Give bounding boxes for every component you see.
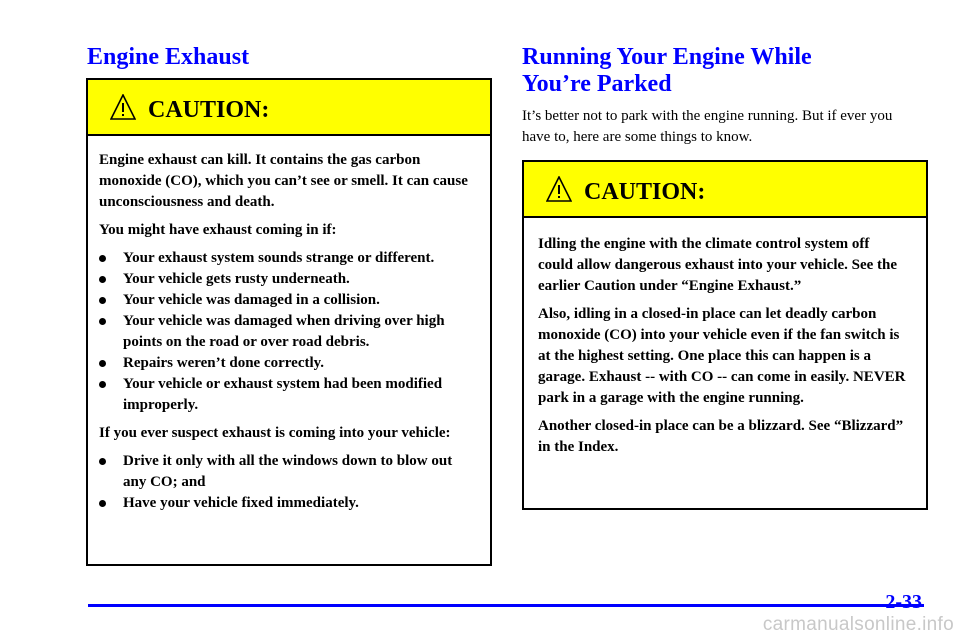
list-item [99,374,468,416]
list-item [99,493,468,514]
action-list [99,451,468,514]
caution-title: CAUTION: [148,97,270,123]
list-item-text: Your vehicle gets rusty underneath. [123,271,350,287]
bullet-icon [99,381,106,388]
caution-paragraph: Engine exhaust can kill. It contains the gas carbon monoxide (CO), which you can’t see or smell. It can cause unconsciousness and death. [99,152,468,210]
caution-body [88,136,490,514]
caution-paragraph: You might have exhaust coming in if: [99,222,337,238]
list-item [99,311,468,353]
bullet-icon [99,255,106,262]
bullet-icon [99,500,106,507]
caution-box-parked [522,160,928,510]
section-heading-running-engine-parked [522,44,812,98]
warning-triangle-icon [546,176,572,202]
caution-paragraph: If you ever suspect exhaust is coming into your vehicle: [99,425,451,441]
caution-header [88,80,490,136]
list-item [99,290,468,311]
caution-body [524,218,926,458]
warning-triangle-icon [110,94,136,120]
list-item [99,353,468,374]
list-item-text: Your vehicle was damaged when driving over high points on the road or over road debris. [123,313,445,350]
list-item-text: Have your vehicle fixed immediately. [123,495,359,511]
list-item [99,451,468,493]
page-number: 2-33 [885,591,922,613]
heading-line: Running Your Engine While [522,44,812,70]
list-item-text: Repairs weren’t done correctly. [123,355,325,371]
list-item-text: Your exhaust system sounds strange or different. [123,250,435,266]
caution-paragraph: Also, idling in a closed-in place can let deadly carbon monoxide (CO) into your vehicle even if the fan switch is at the highest setting. One place this can happen is a garage. Exhaust -- with CO -- can come in easily. NEVER park in a garage with the engine running. [538,306,906,406]
footer-rule [88,604,924,607]
caution-header [524,162,926,218]
list-item [99,248,468,269]
caution-title: CAUTION: [584,179,706,205]
list-item-text: Your vehicle or exhaust system had been modified improperly. [123,376,443,413]
bullet-icon [99,318,106,325]
bullet-icon [99,297,106,304]
bullet-icon [99,276,106,283]
watermark: carmanualsonline.info [762,614,954,635]
caution-paragraph: Idling the engine with the climate control system off could allow dangerous exhaust into your vehicle. See the earlier Caution under “Engine Exhaust.” [538,236,898,294]
heading-line: You’re Parked [522,71,672,97]
intro-paragraph: It’s better not to park with the engine running. But if ever you have to, here are some things to know. [522,108,893,145]
section-heading-engine-exhaust: Engine Exhaust [87,44,250,70]
caution-paragraph: Another closed-in place can be a blizzard. See “Blizzard” in the Index. [538,418,904,455]
bullet-icon [99,458,106,465]
bullet-icon [99,360,106,367]
list-item-text: Your vehicle was damaged in a collision. [123,292,380,308]
caution-box-engine-exhaust [86,78,492,566]
list-item [99,269,468,290]
list-item-text: Drive it only with all the windows down to blow out any CO; and [123,453,453,490]
symptom-list [99,248,468,416]
